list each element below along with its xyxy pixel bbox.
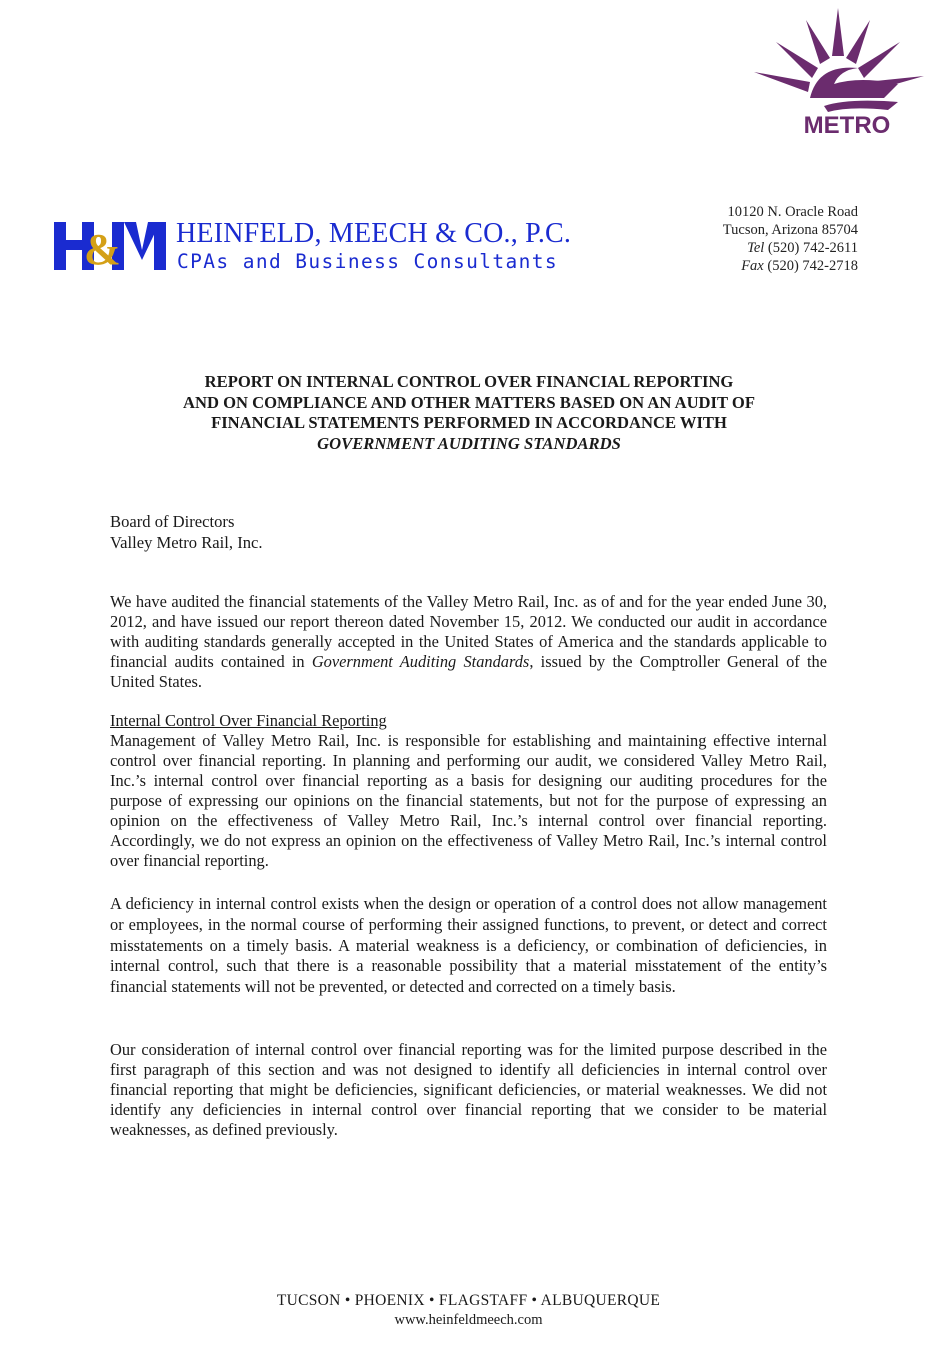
title-line-1: REPORT ON INTERNAL CONTROL OVER FINANCIAL REPORTING [204,372,734,391]
title-line-2: AND ON COMPLIANCE AND OTHER MATTERS BASED ON AN AUDIT OF [183,392,755,412]
paragraph-intro-text-b: , issued by the Comptroller General of the United States. [110,652,828,691]
metro-logo-text: METRO [803,112,891,139]
title-line-3: FINANCIAL STATEMENTS PERFORMED IN ACCORDANCE WITH [211,413,727,432]
phone-line [690,239,858,257]
paragraph-intro-text-a: We have audited the financial statements of the Valley Metro Rail, Inc. as of and for the year ended June 30, 2012, and have issued our report thereon dated November 15, 2012. We conducted our audit in accordance with auditing standards generally accepted in the United States of America and the standards applicable to financial audits contained in [110,592,827,671]
section-heading: Internal Control Over Financial Reporting [110,711,387,730]
tel-label: Tel [747,240,765,256]
footer-website: www.heinfeldmeech.com [394,1312,543,1328]
svg-text:&: & [84,225,121,272]
paragraph-intro-italic: Government Auditing Standards [311,652,530,671]
tel-value: (520) 742-2611 [767,240,858,256]
fax-label: Fax [741,258,764,274]
fax-value: (520) 742-2718 [767,258,858,274]
fax-line [690,257,858,275]
paragraph-consideration: Our consideration of internal control over financial reporting was for the limited purpose described in the first paragraph of this section and was not designed to identify all deficiencies in internal control over financial reporting that might be deficiencies, significant deficiencies, or material weaknesses. We did not identify any deficiencies in internal control over financial reporting that we consider to be material weaknesses, as defined previously. [110,1040,827,1139]
addressee-line-1: Board of Directors [110,512,235,531]
title-line-4: GOVERNMENT AUDITING STANDARDS [317,433,621,453]
footer-cities: TUCSON • PHOENIX • FLAGSTAFF • ALBUQUERQUE [276,1292,661,1309]
report-title [100,372,838,454]
addressee-line-2: Valley Metro Rail, Inc. [110,533,263,552]
firm-tagline: CPAs and Business Consultants [177,250,559,273]
addressee [110,511,263,553]
address-street: 10120 N. Oracle Road [727,204,858,220]
heinfeld-meech-logo [54,220,166,272]
paragraph-deficiency: A deficiency in internal control exists when the design or operation of a control does not allow management or employees, in the normal course of performing their assigned functions, to prevent, or detect and correct misstatements on a timely basis. A material weakness is a deficiency, or combination of deficiencies, in internal control, such that there is a reasonable possibility that a material misstatement of the entity’s financial statements will not be prevented, or detected and corrected on a timely basis. [110,894,827,997]
firm-name: HEINFELD, MEECH & CO., P.C. [176,218,572,249]
paragraph-intro [110,592,827,692]
firm-address [690,203,858,275]
paragraph-management: Management of Valley Metro Rail, Inc. is responsible for establishing and maintaining effective internal control over financial reporting. In planning and performing our audit, we considered Valley Metro Rail, Inc.’s internal control over financial reporting as a basis for designing our auditing procedures for the purpose of expressing our opinions on the financial statements, but not for the purpose of expressing an opinion on the effectiveness of Valley Metro Rail, Inc.’s internal control over financial reporting. Accordingly, we do not express an opinion on the effectiveness of Valley Metro Rail, Inc.’s internal control over financial reporting. [110,731,827,870]
address-city: Tucson, Arizona 85704 [722,222,858,238]
